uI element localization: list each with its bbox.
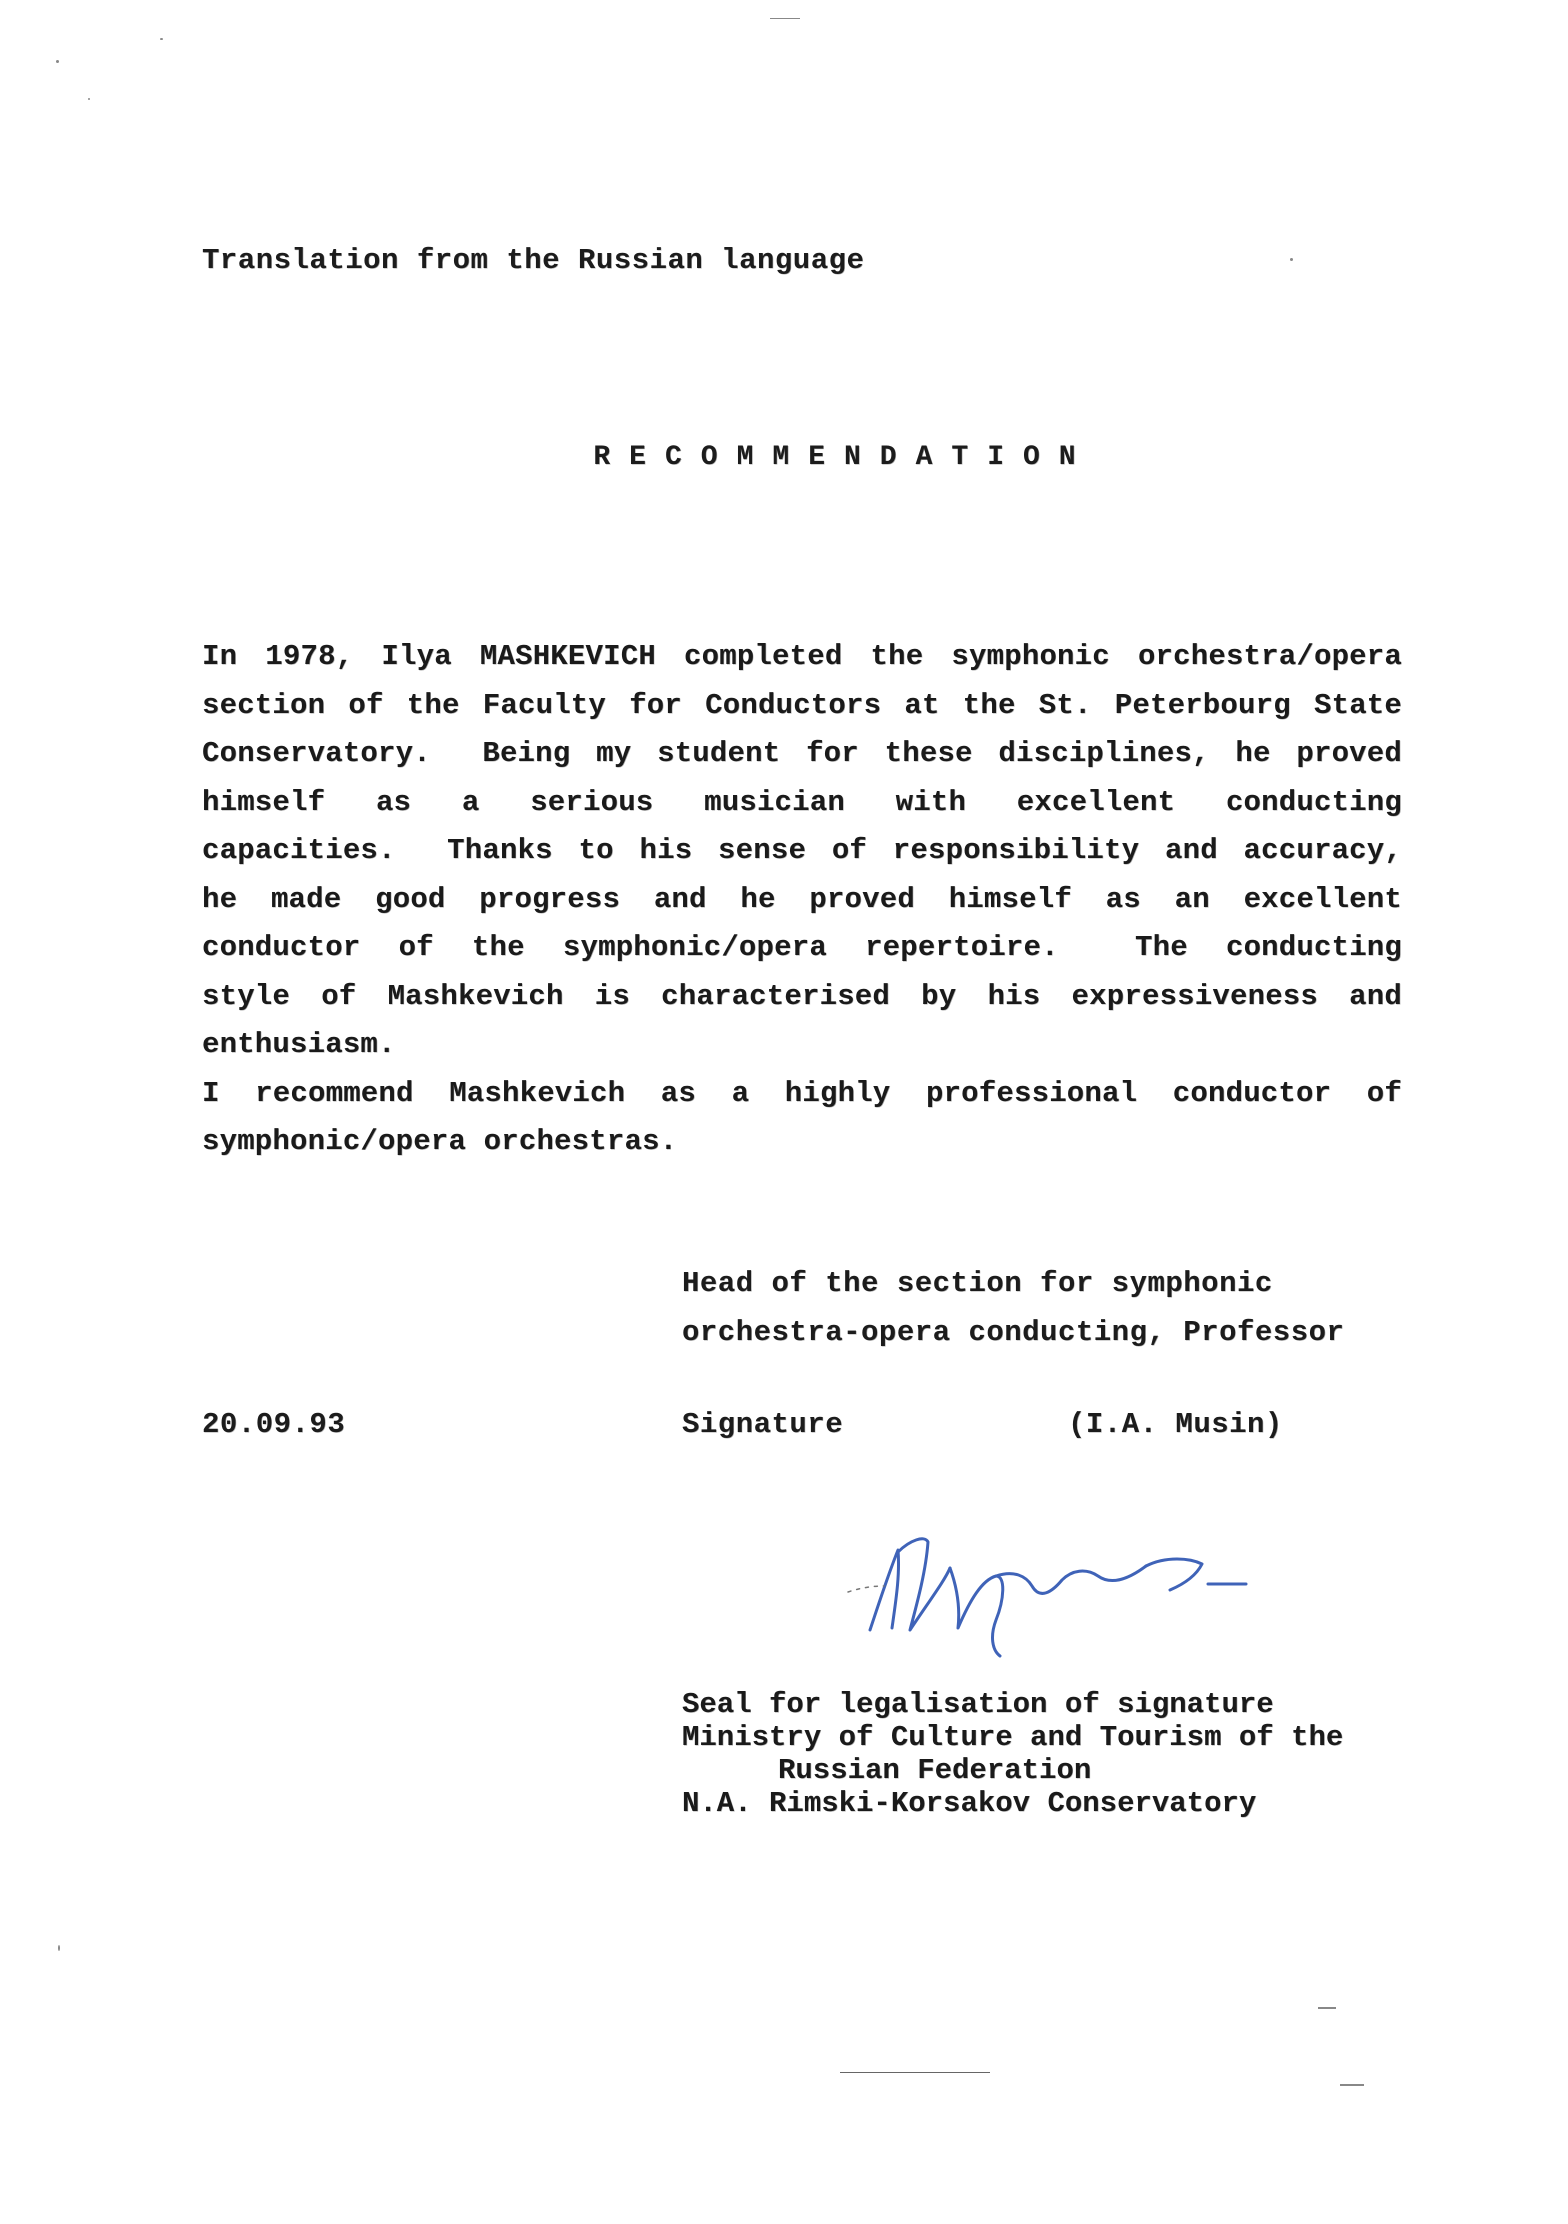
seal-line-4: N.A. Rimski-Korsakov Conservatory <box>682 1787 1257 1820</box>
body-line: In 1978, Ilya MASHKEVICH completed the symphonic orchestra/opera <box>202 640 1402 673</box>
scan-speck <box>1318 2007 1336 2009</box>
position-title-line-1: Head of the section for symphonic <box>682 1267 1273 1300</box>
scan-speck <box>840 2072 990 2073</box>
body-line: he made good progress and he proved himself as an excellent <box>202 882 1402 916</box>
scan-speck <box>1340 2084 1364 2086</box>
body-line: section of the Faculty for Conductors at the St. Peterbourg State <box>202 688 1402 722</box>
body-line: Conservatory. Being my student for these disciplines, he proved <box>202 737 1402 770</box>
body-line: capacities. Thanks to his sense of responsibility and accuracy, <box>202 834 1402 867</box>
seal-line-1: Seal for legalisation of signature <box>682 1688 1274 1721</box>
scan-speck <box>1290 258 1293 261</box>
seal-line-2: Ministry of Culture and Tourism of the <box>682 1721 1344 1754</box>
position-title-line-2: orchestra-opera conducting, Professor <box>682 1316 1345 1349</box>
translation-header: Translation from the Russian language <box>202 244 865 277</box>
document-title: RECOMMENDATION <box>593 442 1095 473</box>
scan-speck <box>160 38 163 40</box>
handwritten-signature <box>800 1480 1320 1680</box>
seal-line-3: Russian Federation <box>778 1754 1092 1787</box>
body-line: style of Mashkevich is characterised by his expressiveness and <box>202 979 1402 1013</box>
scan-speck <box>56 60 59 63</box>
body-line: conductor of the symphonic/opera repertoire. The conducting <box>202 931 1402 964</box>
signature-label: Signature <box>682 1408 844 1441</box>
body-line: enthusiasm. <box>202 1028 396 1061</box>
body-line: I recommend Mashkevich as a highly professional conductor of <box>202 1076 1402 1110</box>
scan-speck <box>88 98 90 100</box>
document-date: 20.09.93 <box>202 1408 346 1441</box>
body-line: symphonic/opera orchestras. <box>202 1125 678 1158</box>
scan-speck <box>770 18 800 19</box>
body-line: himself as a serious musician with excellent conducting <box>202 785 1402 819</box>
recommendation-body <box>202 633 1402 1167</box>
scan-speck <box>58 1945 60 1951</box>
signatory-name: (I.A. Musin) <box>1068 1408 1283 1441</box>
